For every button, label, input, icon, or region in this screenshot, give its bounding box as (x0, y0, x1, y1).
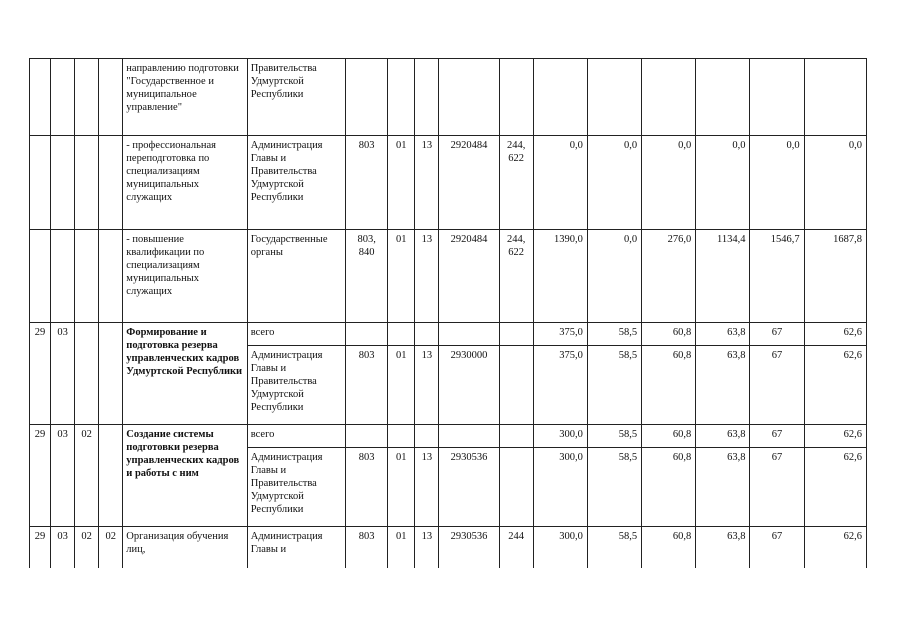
cell-vr (499, 346, 533, 425)
cell-value: 62,6 (804, 448, 866, 527)
cell-pr: 13 (415, 230, 439, 323)
cell-value: 0,0 (750, 136, 804, 230)
cell-m (99, 59, 123, 136)
cell-m (99, 136, 123, 230)
cell-cs: 2930536 (439, 527, 499, 569)
cell-value: 63,8 (696, 425, 750, 448)
cell-value: 60,8 (642, 527, 696, 569)
cell-value (533, 59, 587, 136)
cell-value: 0,0 (804, 136, 866, 230)
cell-rz (388, 59, 415, 136)
cell-value: 58,5 (587, 346, 641, 425)
cell-value: 67 (750, 425, 804, 448)
cell-vr: 244 (499, 527, 533, 569)
cell-value: 62,6 (804, 323, 866, 346)
cell-value: 62,6 (804, 425, 866, 448)
cell-value: 0,0 (696, 136, 750, 230)
cell-grbs: 803 (346, 346, 388, 425)
cell-pp: 03 (51, 527, 75, 569)
table-row (30, 425, 867, 448)
cell-om (75, 59, 99, 136)
cell-grbs: 803 (346, 448, 388, 527)
cell-pr: 13 (415, 448, 439, 527)
cell-pp: 03 (51, 425, 75, 527)
cell-value: 67 (750, 346, 804, 425)
cell-pr (415, 59, 439, 136)
cell-value: 62,6 (804, 346, 866, 425)
cell-cs (439, 323, 499, 346)
cell-value (642, 59, 696, 136)
cell-value: 63,8 (696, 448, 750, 527)
cell-value: 67 (750, 527, 804, 569)
cell-value: 58,5 (587, 448, 641, 527)
cell-gp: 29 (30, 527, 51, 569)
cell-value (696, 59, 750, 136)
cell-rz: 01 (388, 448, 415, 527)
table-row (30, 230, 867, 323)
cell-value: 0,0 (587, 136, 641, 230)
cell-value: 60,8 (642, 425, 696, 448)
cell-gp (30, 59, 51, 136)
cell-m (99, 425, 123, 527)
cell-om: 02 (75, 527, 99, 569)
cell-om: 02 (75, 425, 99, 527)
table-row (30, 136, 867, 230)
cell-rz (388, 425, 415, 448)
cell-value: 276,0 (642, 230, 696, 323)
budget-table (29, 58, 867, 568)
cell-value: 67 (750, 323, 804, 346)
document-page (29, 58, 867, 568)
cell-gp: 29 (30, 425, 51, 527)
cell-gp: 29 (30, 323, 51, 425)
cell-value: 58,5 (587, 323, 641, 346)
cell-grbs (346, 59, 388, 136)
cell-m (99, 230, 123, 323)
cell-m (99, 323, 123, 425)
cell-value: 60,8 (642, 448, 696, 527)
cell-value: 67 (750, 448, 804, 527)
cell-value: 375,0 (533, 323, 587, 346)
cell-org: Государственные органы (247, 230, 345, 323)
cell-om (75, 230, 99, 323)
cell-vr (499, 59, 533, 136)
cell-grbs: 803 (346, 527, 388, 569)
cell-pr (415, 323, 439, 346)
cell-name: - профессиональная переподготовка по специализациям муниципальных служащих (123, 136, 247, 230)
cell-vr (499, 323, 533, 346)
cell-pp (51, 230, 75, 323)
cell-value: 58,5 (587, 425, 641, 448)
cell-value: 0,0 (587, 230, 641, 323)
cell-org: Администрация Главы и Правительства Удмуртской Республики (247, 136, 345, 230)
cell-om (75, 323, 99, 425)
cell-value (804, 59, 866, 136)
table-row (30, 59, 867, 136)
cell-name: Организация обучения лиц, (123, 527, 247, 569)
cell-pr: 13 (415, 136, 439, 230)
cell-pp: 03 (51, 323, 75, 425)
cell-rz: 01 (388, 230, 415, 323)
cell-name: направлению подготовки "Государственное и муниципальное управление" (123, 59, 247, 136)
cell-gp (30, 230, 51, 323)
cell-name: Формирование и подготовка резерва управленческих кадров Удмуртской Республики (123, 323, 247, 425)
cell-value: 58,5 (587, 527, 641, 569)
cell-vr (499, 425, 533, 448)
cell-cs (439, 425, 499, 448)
cell-cs: 2930536 (439, 448, 499, 527)
cell-vr (499, 448, 533, 527)
cell-pr: 13 (415, 527, 439, 569)
cell-vr: 244, 622 (499, 136, 533, 230)
cell-m: 02 (99, 527, 123, 569)
cell-org: Администрация Главы и Правительства Удмуртской Республики (247, 346, 345, 425)
cell-gp (30, 136, 51, 230)
cell-org: Администрация Главы и (247, 527, 345, 569)
cell-org: всего (247, 425, 345, 448)
cell-org: Правительства Удмуртской Республики (247, 59, 345, 136)
cell-org: всего (247, 323, 345, 346)
cell-cs: 2930000 (439, 346, 499, 425)
cell-value: 63,8 (696, 527, 750, 569)
cell-value: 1390,0 (533, 230, 587, 323)
cell-grbs: 803 (346, 136, 388, 230)
cell-rz: 01 (388, 527, 415, 569)
cell-value: 60,8 (642, 346, 696, 425)
cell-om (75, 136, 99, 230)
cell-value: 300,0 (533, 425, 587, 448)
cell-vr: 244, 622 (499, 230, 533, 323)
cell-value: 375,0 (533, 346, 587, 425)
cell-value: 60,8 (642, 323, 696, 346)
cell-cs: 2920484 (439, 136, 499, 230)
cell-pr (415, 425, 439, 448)
cell-rz (388, 323, 415, 346)
cell-value: 63,8 (696, 323, 750, 346)
cell-value: 1687,8 (804, 230, 866, 323)
cell-value: 63,8 (696, 346, 750, 425)
table-row (30, 527, 867, 569)
cell-value: 0,0 (533, 136, 587, 230)
cell-value: 1134,4 (696, 230, 750, 323)
cell-value (587, 59, 641, 136)
cell-name: Создание системы подготовки резерва управленческих кадров и работы с ним (123, 425, 247, 527)
cell-value: 0,0 (642, 136, 696, 230)
cell-rz: 01 (388, 136, 415, 230)
cell-name: - повышение квалификации по специализациям муниципальных служащих (123, 230, 247, 323)
cell-cs: 2920484 (439, 230, 499, 323)
cell-grbs (346, 323, 388, 346)
cell-cs (439, 59, 499, 136)
cell-value: 62,6 (804, 527, 866, 569)
cell-value: 1546,7 (750, 230, 804, 323)
cell-value (750, 59, 804, 136)
cell-org: Администрация Главы и Правительства Удмуртской Республики (247, 448, 345, 527)
cell-value: 300,0 (533, 527, 587, 569)
table-row (30, 323, 867, 346)
cell-rz: 01 (388, 346, 415, 425)
cell-pr: 13 (415, 346, 439, 425)
cell-value: 300,0 (533, 448, 587, 527)
cell-pp (51, 59, 75, 136)
cell-grbs (346, 425, 388, 448)
cell-grbs: 803, 840 (346, 230, 388, 323)
cell-pp (51, 136, 75, 230)
